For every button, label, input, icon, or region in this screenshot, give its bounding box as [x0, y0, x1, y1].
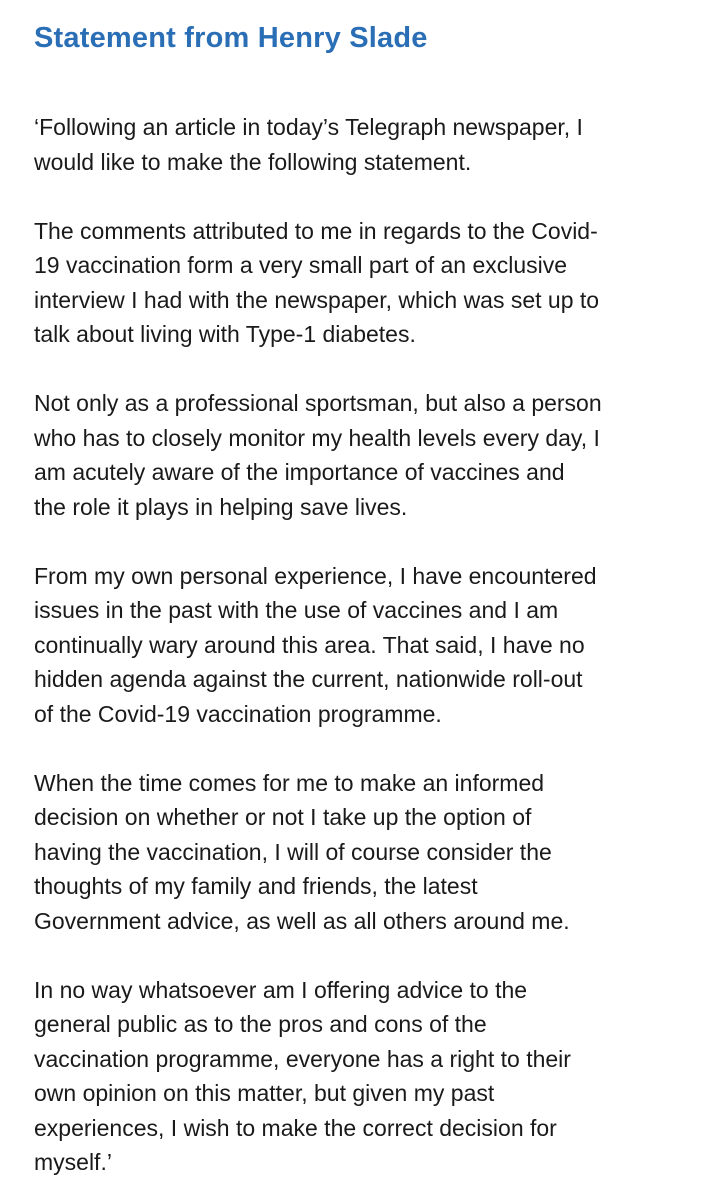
- paragraph-line: interview I had with the newspaper, which was set up to: [34, 286, 600, 313]
- paragraph-line: of the Covid-19 vaccination programme.: [34, 700, 442, 727]
- paragraph-line: general public as to the pros and cons of the: [34, 1011, 487, 1037]
- paragraph-line: Not only as a professional sportsman, but also a person: [34, 390, 602, 416]
- paragraph-2: [34, 214, 682, 352]
- paragraph-line: hidden agenda against the current, nationwide roll-out: [34, 666, 583, 692]
- paragraph-line: When the time comes for me to make an informed: [34, 769, 545, 796]
- paragraph-line: who has to closely monitor my health levels every day, I: [34, 424, 600, 451]
- paragraph-5: [34, 766, 682, 939]
- paragraph-line: talk about living with Type-1 diabetes.: [34, 321, 416, 347]
- paragraph-line: decision on whether or not I take up the option of: [34, 804, 532, 830]
- paragraph-line: myself.’: [34, 1149, 112, 1175]
- paragraph-line: continually wary around this area. That said, I have no: [34, 631, 585, 658]
- paragraph-line: vaccination programme, everyone has a right to their: [34, 1045, 571, 1072]
- statement-document: [34, 18, 682, 1180]
- paragraph-3: [34, 386, 682, 524]
- statement-body: [34, 110, 682, 1180]
- paragraph-line: am acutely aware of the importance of vaccines and: [34, 459, 565, 485]
- paragraph-4: [34, 559, 682, 732]
- paragraph-line: own opinion on this matter, but given my past: [34, 1080, 495, 1106]
- paragraph-line: experiences, I wish to make the correct decision for: [34, 1114, 557, 1141]
- paragraph-line: From my own personal experience, I have encountered: [34, 562, 597, 589]
- paragraph-line: The comments attributed to me in regards to the Covid-: [34, 217, 598, 244]
- paragraph-line: thoughts of my family and friends, the latest: [34, 873, 478, 899]
- paragraph-1: [34, 110, 682, 179]
- paragraph-line: In no way whatsoever am I offering advice to the: [34, 976, 528, 1003]
- statement-title: Statement from Henry Slade: [34, 22, 428, 54]
- paragraph-line: 19 vaccination form a very small part of an exclusive: [34, 252, 568, 278]
- paragraph-line: ‘Following an article in today’s Telegraph newspaper, I: [34, 114, 583, 140]
- paragraph-line: having the vaccination, I will of course consider the: [34, 838, 552, 865]
- paragraph-line: would like to make the following statement.: [34, 148, 472, 175]
- paragraph-line: issues in the past with the use of vaccines and I am: [34, 597, 559, 623]
- paragraph-line: Government advice, as well as all others around me.: [34, 907, 570, 934]
- paragraph-6: [34, 973, 682, 1180]
- paragraph-line: the role it plays in helping save lives.: [34, 493, 408, 520]
